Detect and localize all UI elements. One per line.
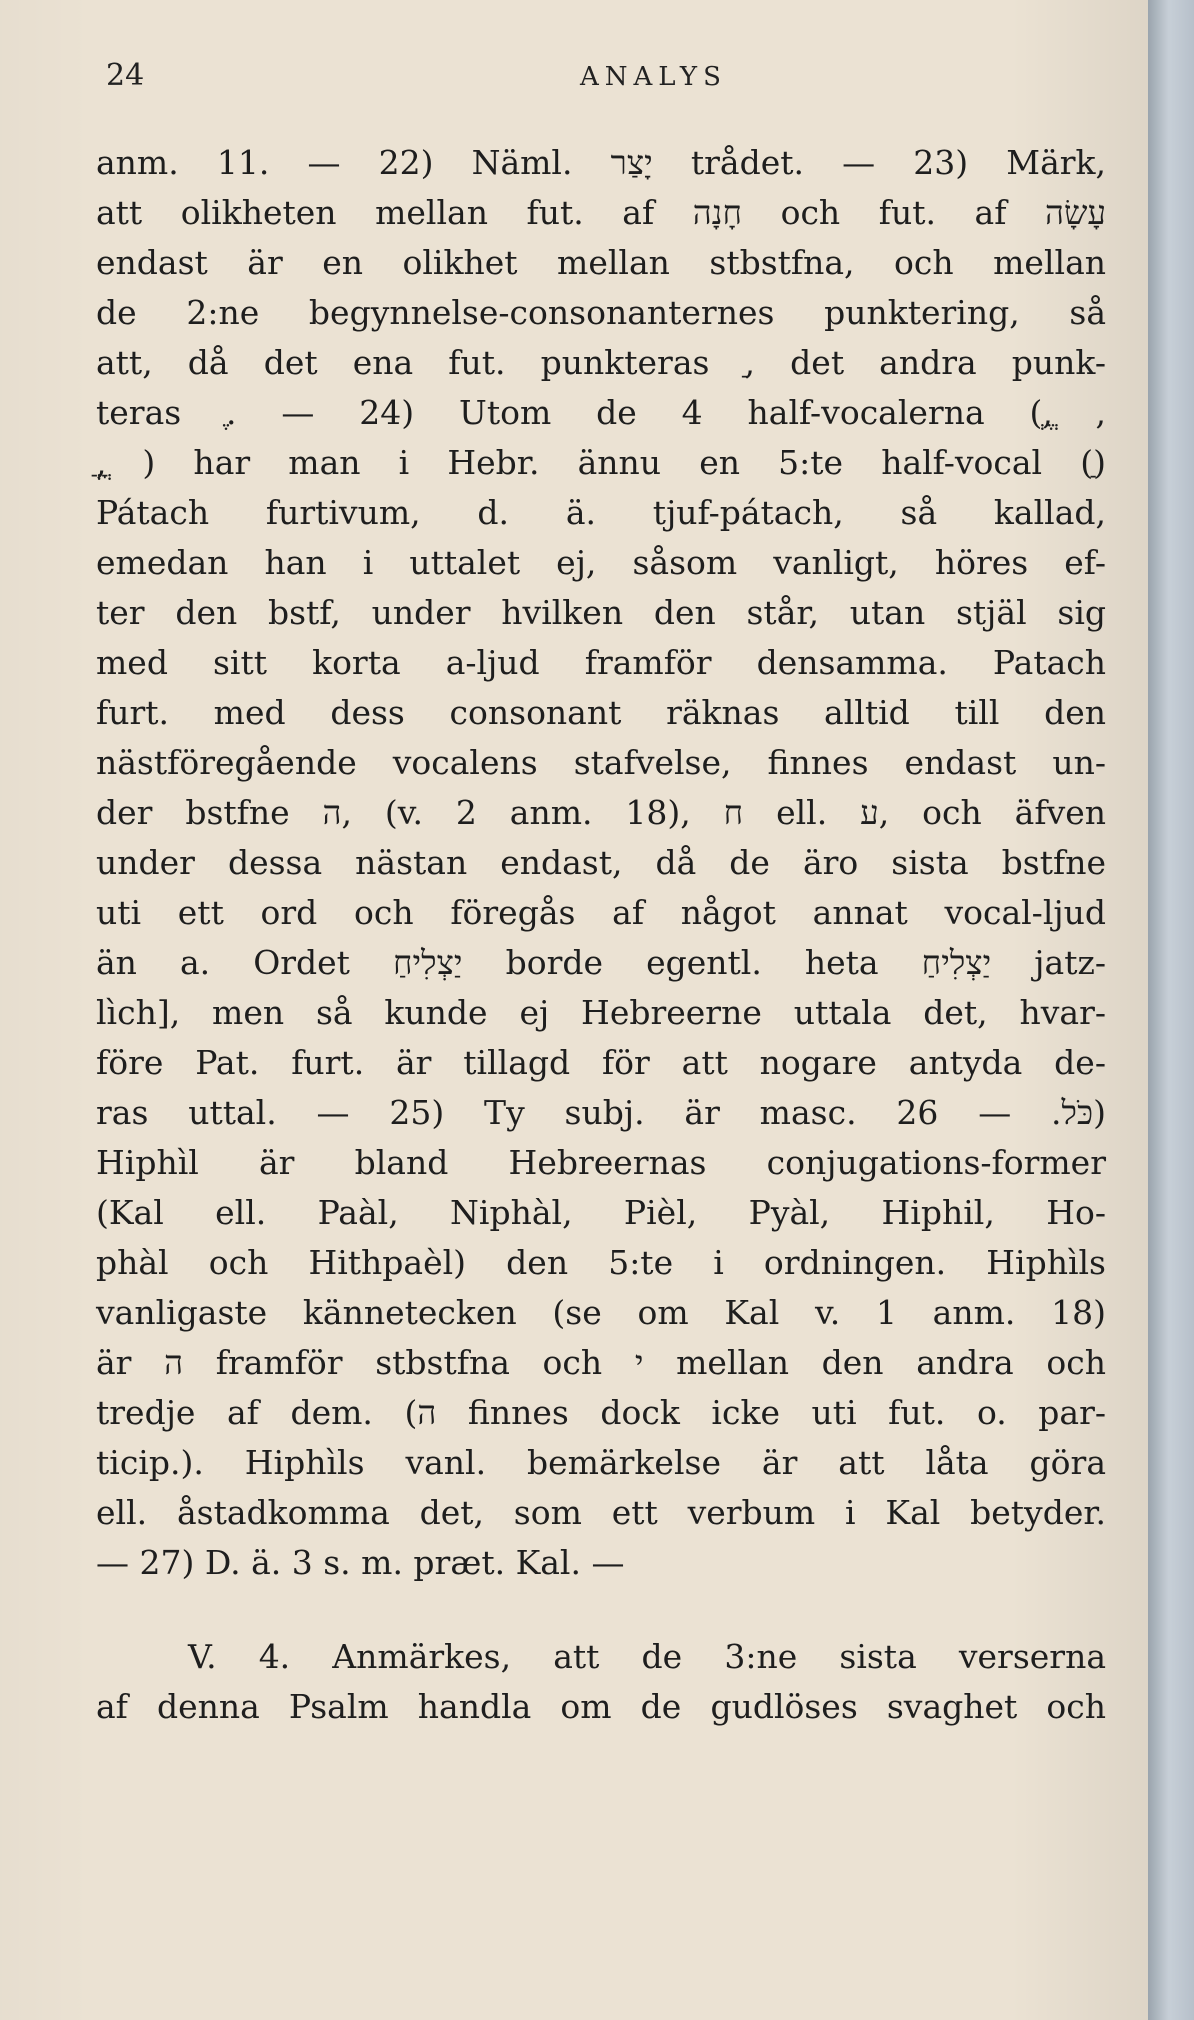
text-line: ticip.). Hiphìls vanl. bemärkelse är att låta göra (96, 1443, 1106, 1482)
text-line: än a. Ordet יַצְלִיחַ borde egentl. heta יַצְלִיחַ jatz- (96, 943, 1106, 982)
text-line: emedan han i uttalet ej, såsom vanligt, höres ef- (96, 543, 1106, 582)
text-line: (Kal ell. Paàl, Niphàl, Pièl, Pyàl, Hiphil, Ho- (96, 1193, 1106, 1232)
text-line: lìch], men så kunde ej Hebreerne uttala det, hvar- (96, 993, 1106, 1032)
text-line: före Pat. furt. är tillagd för att nogare antyda de- (96, 1043, 1106, 1082)
text-line: ֲ, ֳ) har man i Hebr. ännu en 5:te half-vocal (ַ) (96, 443, 1106, 482)
text-line: ell. åstadkomma det, som ett verbum i Kal betyder. (96, 1493, 1106, 1532)
text-line: med sitt korta a-ljud framför densamma. Patach (96, 643, 1106, 682)
text-line: att olikheten mellan fut. af חָנָה och fut. af עָשָׂה (96, 193, 1106, 232)
text-line: af denna Psalm handla om de gudlöses svaghet och (96, 1687, 1106, 1726)
paragraph-gap (96, 1588, 1106, 1632)
page-header (100, 58, 1100, 98)
text-line: att, då det ena fut. punkteras ַ, det andra punk- (96, 343, 1106, 382)
text-line: anm. 11. — 22) Näml. יָצַר trådet. — 23) Märk, (96, 143, 1107, 182)
body-text (96, 138, 1106, 1732)
text-line: ter den bstf, under hvilken den står, utan stjäl sig (96, 593, 1106, 632)
running-title: ANALYS (580, 62, 727, 92)
text-line: teras ֶ. — 24) Utom de 4 half-vocalerna (ְ, ֱ, (96, 393, 1106, 432)
text-line: vanligaste kännetecken (se om Kal v. 1 anm. 18) (96, 1293, 1106, 1332)
text-line: Hiphìl är bland Hebreernas conjugations-former (96, 1143, 1106, 1182)
text-line: furt. med dess consonant räknas alltid till den (96, 693, 1106, 732)
text-line: — 27) D. ä. 3 s. m. præt. Kal. — (96, 1543, 625, 1582)
text-line: uti ett ord och föregås af något annat vocal-ljud (96, 893, 1106, 932)
text-line: V. 4. Anmärkes, att de 3:ne sista verserna (188, 1637, 1106, 1676)
text-line: ras uttal. — 25) Ty subj. är masc. כֹּל. — 26) (96, 1093, 1106, 1132)
text-line: tredje af dem. (ה finnes dock icke uti fut. o. par- (96, 1393, 1107, 1432)
text-line: Pátach furtivum, d. ä. tjuf-pátach, så kallad, (96, 493, 1106, 532)
text-line: phàl och Hithpaèl) den 5:te i ordningen. Hiphìls (96, 1243, 1106, 1282)
text-line: är ה framför stbstfna och י mellan den andra och (96, 1343, 1106, 1382)
text-line: nästföregående vocalens stafvelse, finnes endast un- (96, 743, 1106, 782)
text-line: under dessa nästan endast, då de äro sista bstfne (96, 843, 1106, 882)
text-line: de 2:ne begynnelse-consonanternes punktering, så (96, 293, 1106, 332)
text-line: der bstfne ה, (v. 2 anm. 18), ח ell. ע, och äfven (96, 793, 1106, 832)
page-edge-shadow (1148, 0, 1194, 2020)
text-line: endast är en olikhet mellan stbstfna, och mellan (96, 243, 1106, 282)
page-number: 24 (106, 58, 145, 93)
